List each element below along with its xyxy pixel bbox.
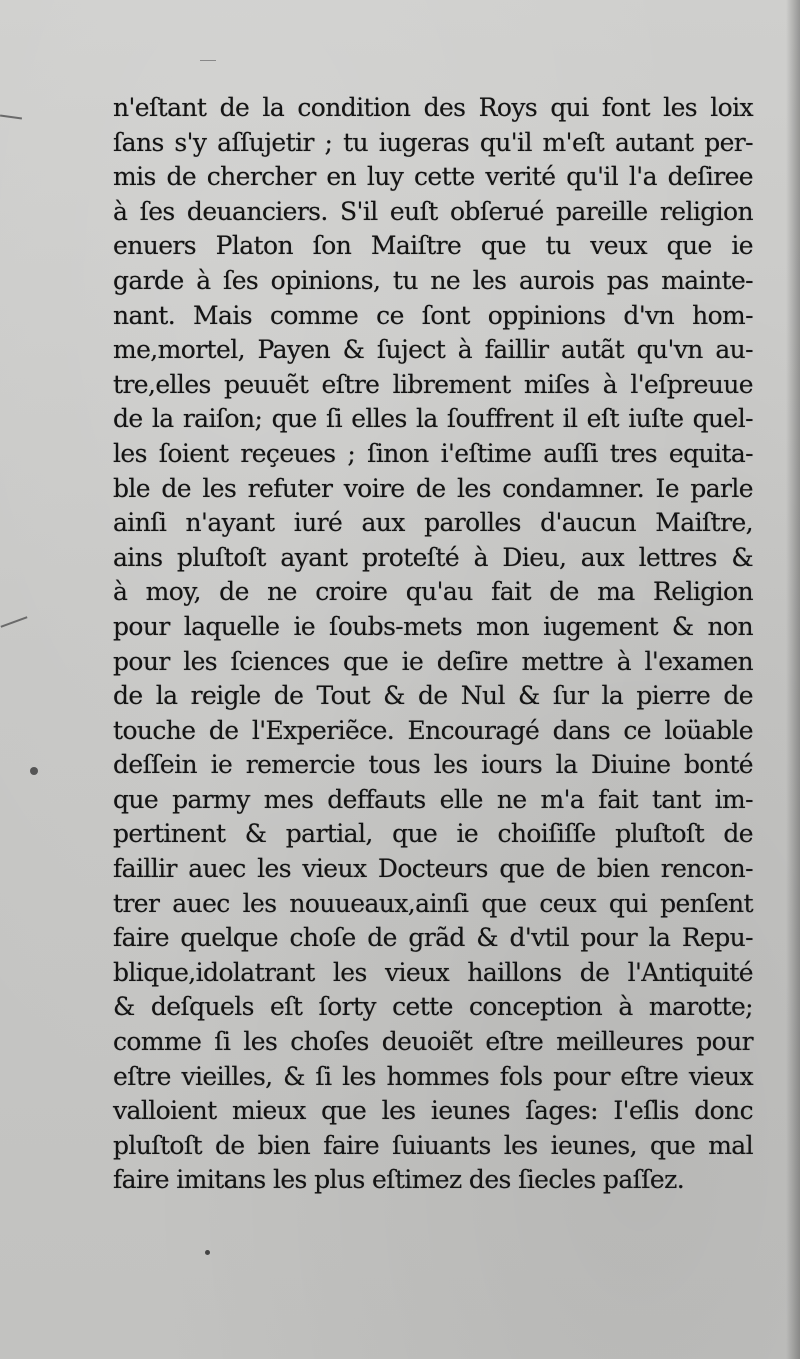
text-line: & deſquels eſt ſorty cette conception à marotte; [113,992,753,1022]
text-line: nant. Mais comme ce ſont oppinions d'vn hom- [113,300,753,330]
text-line: les ſoient reçeues ; ſinon i'eſtime auſſi tres equita- [113,438,753,468]
text-line: pluſtoſt de bien faire ſuiuants les ieunes, que mal [113,1130,753,1160]
text-line: mis de chercher en luy cette verité qu'il l'a deſiree [113,162,753,192]
text-line: ble de les refuter voire de les condamner. Ie parle [113,473,753,503]
text-line: ains pluſtoſt ayant proteſté à Dieu, aux lettres & [113,542,753,572]
text-line: à ſes deuanciers. S'il euſt obſerué pareille religion [113,196,753,226]
text-line: n'eſtant de la condition des Roys qui font les loix [113,93,753,122]
text-line: enuers Platon ſon Maiſtre que tu veux que ie [113,231,753,261]
ink-mark [200,60,216,61]
text-line: faire quelque choſe de grãd & d'vtil pour la Repu- [113,923,753,953]
text-line: eſtre vieilles, & ſi les hommes fols pour eſtre vieux [113,1061,753,1091]
page-edge-shadow [786,0,800,1359]
text-line: pour les ſciences que ie deſire mettre à l'examen [113,646,753,676]
text-line: me,mortel, Payen & ſuject à faillir autãt qu'vn au- [113,335,753,365]
text-line: garde à ſes opinions, tu ne les aurois pas mainte- [113,265,753,295]
text-line: comme ſi les choſes deuoiẽt eſtre meilleures pour [113,1027,753,1057]
text-line: faillir auec les vieux Docteurs que de bien rencon- [113,854,753,884]
ink-mark [0,114,22,119]
ink-mark [1,616,28,627]
text-line: trer auec les nouueaux,ainſi que ceux qui penſent [113,888,753,918]
text-line: ſans s'y aſſujetir ; tu iugeras qu'il m'eſt autant per- [113,127,753,157]
text-line: deſſein ie remercie tous les iours la Diuine bonté [113,750,753,780]
text-line: à moy, de ne croire qu'au fait de ma Religion [113,577,753,607]
text-line: faire imitans les plus eſtimez des ſiecles paſſez. [113,1165,685,1195]
ink-spot [205,1250,210,1255]
text-line: pertinent & partial, que ie choiſiſſe pluſtoſt de [113,819,753,849]
text-line: de la reigle de Tout & de Nul & ſur la pierre de [113,681,753,711]
text-line: blique,idolatrant les vieux haillons de l'Antiquité [113,957,753,987]
text-line: touche de l'Experiẽce. Encouragé dans ce loüable [113,715,753,745]
text-line: tre,elles peuuẽt eſtre librement miſes à l'eſpreuue [113,369,753,399]
text-line: de la raiſon; que ſi elles la ſouffrent il eſt iuſte quel- [113,404,753,434]
text-line: ainſi n'ayant iuré aux parolles d'aucun Maiſtre, [113,508,753,538]
text-line: pour laquelle ie ſoubs-mets mon iugement & non [113,611,753,641]
text-line: valloient mieux que les ieunes ſages: I'eſlis donc [113,1096,753,1126]
text-line: que parmy mes deffauts elle ne m'a fait tant im- [113,784,753,814]
body-text [113,91,753,1198]
ink-spot [30,767,38,775]
